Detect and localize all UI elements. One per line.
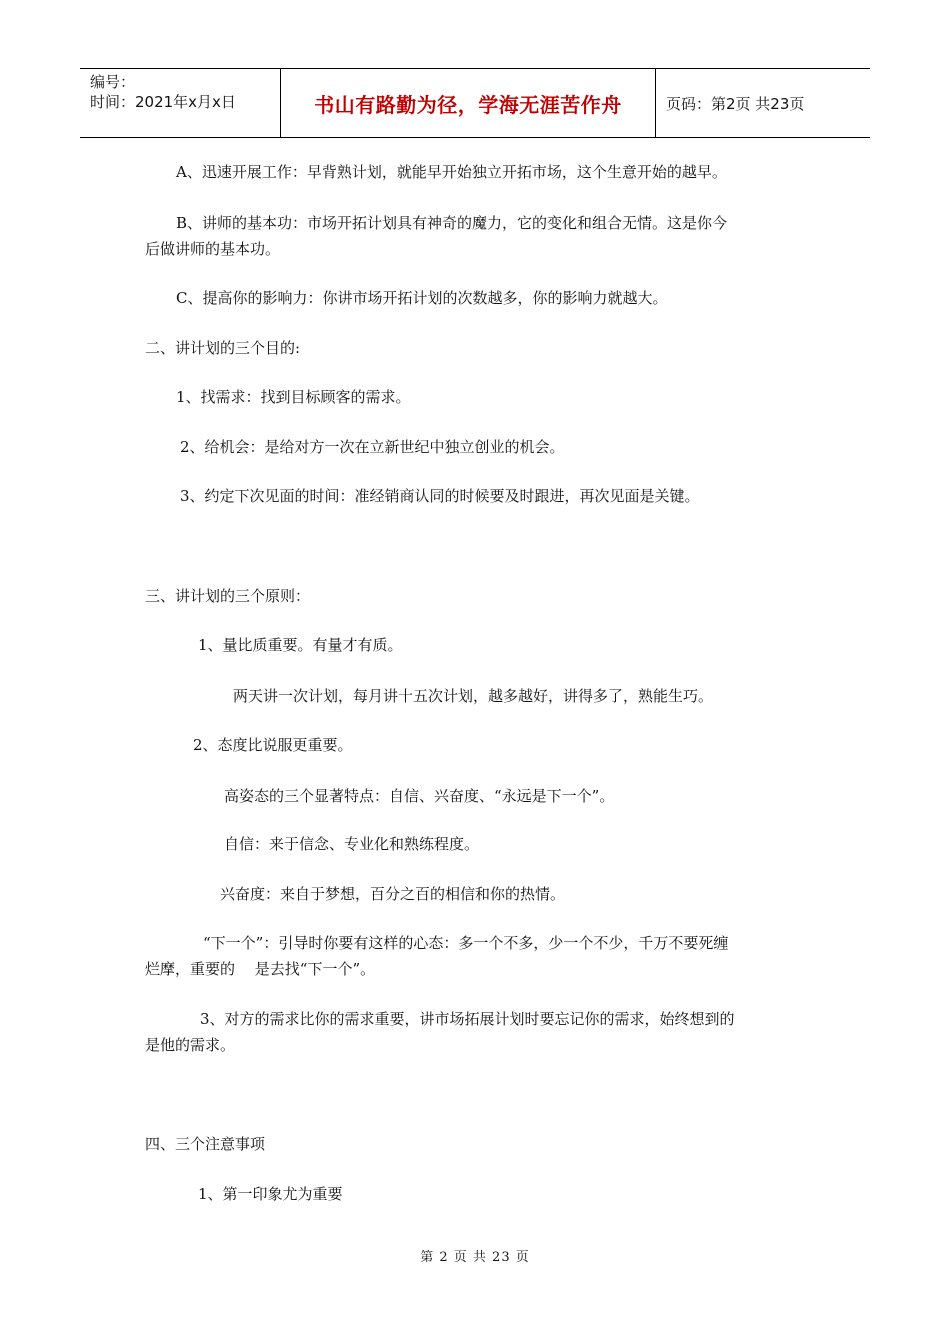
item-b-line1: B、讲师的基本功：市场开拓计划具有神奇的魔力，它的变化和组合无情。这是你今	[176, 214, 728, 232]
page-footer: 第 2 页 共 23 页	[420, 1250, 530, 1265]
header-page-cell	[656, 69, 870, 137]
section-3-item-2-detail-2: 自信：来于信念、专业化和熟练程度。	[224, 835, 480, 853]
section-2-title: 二、讲计划的三个目的:	[145, 339, 301, 357]
section-3-item-3-line1: 3、对方的需求比你的需求重要，讲市场拓展计划时要忘记你的需求，始终想到的	[200, 1010, 735, 1028]
section-3-item-3-line2: 是他的需求。	[145, 1036, 236, 1054]
item-b-line2: 后做讲师的基本功。	[145, 240, 281, 258]
item-c: C、提高你的影响力：你讲市场开拓计划的次数越多，你的影响力就越大。	[176, 289, 668, 307]
header-motto-cell	[280, 69, 656, 137]
section-3-item-1-detail: 两天讲一次计划，每月讲十五次计划，越多越好，讲得多了，熟能生巧。	[233, 687, 714, 705]
section-2-item-2: 2、给机会：是给对方一次在立新世纪中独立创业的机会。	[180, 438, 565, 456]
section-4-title: 四、三个注意事项	[145, 1135, 266, 1153]
motto: 书山有路勤为径，学海无涯苦作舟	[314, 92, 622, 117]
section-3-title: 三、讲计划的三个原则：	[145, 587, 311, 605]
header-meta	[80, 69, 280, 137]
page-header	[80, 68, 870, 138]
section-3-item-2: 2、态度比说服更重要。	[193, 736, 353, 754]
section-4-item-1: 1、第一印象尤为重要	[198, 1185, 343, 1203]
section-3-item-2-detail-4-line2: 烂摩，重要的 是去找“下一个”。	[145, 960, 376, 978]
section-3-item-2-detail-1: 高姿态的三个显著特点：自信、兴奋度、“永远是下一个”。	[224, 787, 615, 805]
section-3-item-2-detail-4-line1: “下一个”：引导时你要有这样的心态：多一个不多，少一个不少，千万不要死缠	[203, 934, 729, 952]
number-label: 编号：	[90, 73, 136, 91]
page-info: 页码：第2页 共23页	[666, 94, 805, 113]
section-3-item-1: 1、量比质重要。有量才有质。	[198, 636, 403, 654]
section-2-item-1: 1、找需求：找到目标顾客的需求。	[176, 388, 411, 406]
section-3-item-2-detail-3: 兴奋度：来自于梦想，百分之百的相信和你的热情。	[220, 885, 566, 903]
time-label: 时间：2021年x月x日	[90, 93, 236, 111]
section-2-item-3: 3、约定下次见面的时间：准经销商认同的时候要及时跟进，再次见面是关键。	[180, 487, 700, 505]
item-a: A、迅速开展工作：早背熟计划，就能早开始独立开拓市场，这个生意开始的越早。	[176, 163, 727, 181]
